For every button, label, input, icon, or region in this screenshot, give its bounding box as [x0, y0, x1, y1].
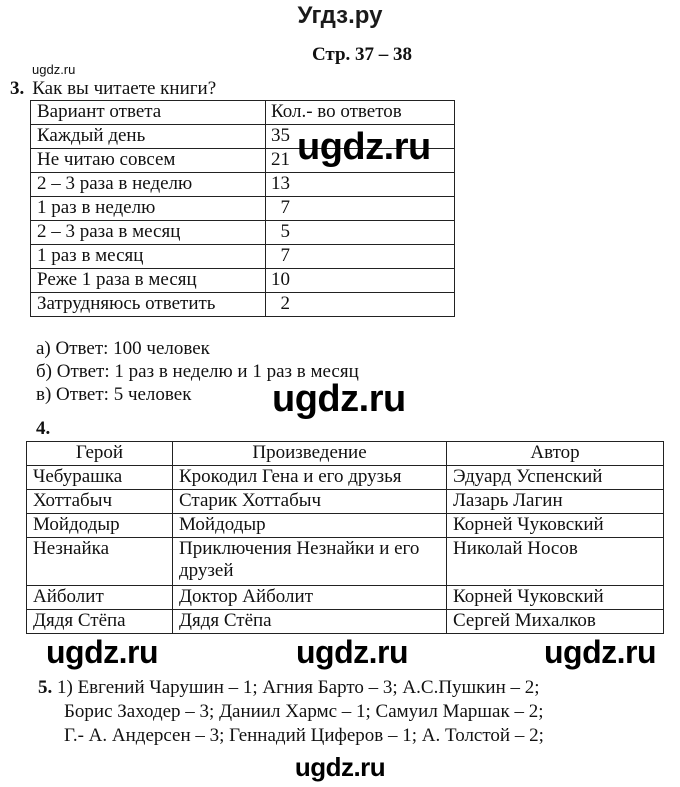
- answer-b: б) Ответ: 1 раз в неделю и 1 раз в месяц: [36, 361, 359, 382]
- task-5-line-1-text: 1) Евгений Чарушин – 1; Агния Барто – 3; А.С.Пушкин – 2;: [52, 677, 540, 698]
- option-cell: Реже 1 раза в месяц: [31, 269, 266, 293]
- work-cell: Доктор Айболит: [173, 586, 447, 610]
- table-row: [31, 293, 455, 317]
- table-row: [27, 490, 664, 514]
- count-cell: 35: [266, 125, 455, 149]
- column-header-option: Вариант ответа: [31, 101, 266, 125]
- watermark-left: ugdz.ru: [46, 634, 159, 670]
- table-row: [27, 514, 664, 538]
- task-3-question: Как вы читаете книги?: [32, 78, 217, 99]
- author-cell: Эдуард Успенский: [447, 466, 664, 490]
- author-cell: Корней Чуковский: [447, 514, 664, 538]
- task-5-line-3: Г.- А. Андерсен – 3; Геннадий Циферов – 1; А. Толстой – 2;: [64, 725, 544, 746]
- hero-cell: Чебурашка: [27, 466, 173, 490]
- work-cell: Крокодил Гена и его друзья: [173, 466, 447, 490]
- task-5-line-1: [38, 676, 544, 700]
- count-cell: 13: [266, 173, 455, 197]
- table-row: [31, 269, 455, 293]
- work-cell: Мойдодыр: [173, 514, 447, 538]
- watermark-footer: ugdz.ru: [294, 752, 386, 782]
- watermark-small: ugdz.ru: [32, 62, 76, 77]
- answer-c: в) Ответ: 5 человек: [36, 384, 192, 405]
- count-cell: 10: [266, 269, 455, 293]
- option-cell: 1 раз в неделю: [31, 197, 266, 221]
- task-3-number: 3.: [10, 78, 25, 99]
- column-header-author: Автор: [447, 442, 664, 466]
- table-row: [31, 221, 455, 245]
- count-cell: 7: [266, 197, 455, 221]
- page-reference: Стр. 37 – 38: [311, 44, 413, 65]
- heroes-table: [26, 441, 664, 634]
- task-5-number: 5.: [38, 677, 53, 698]
- watermark-overlay: ugdz.ru: [297, 126, 431, 168]
- table-row: [27, 466, 664, 490]
- work-cell: Старик Хоттабыч: [173, 490, 447, 514]
- table-row: [27, 586, 664, 610]
- count-cell: 2: [266, 293, 455, 317]
- count-cell: 7: [266, 245, 455, 269]
- author-cell: Николай Носов: [447, 538, 664, 586]
- count-cell: 21: [266, 149, 455, 173]
- column-header-work: Произведение: [173, 442, 447, 466]
- table-row: [31, 197, 455, 221]
- watermark-right: ugdz.ru: [544, 634, 657, 670]
- author-cell: Лазарь Лагин: [447, 490, 664, 514]
- watermark-center: ugdz.ru: [296, 634, 409, 670]
- task-3-heading: [10, 78, 216, 100]
- author-cell: Корней Чуковский: [447, 586, 664, 610]
- count-cell: 5: [266, 221, 455, 245]
- author-cell: Сергей Михалков: [447, 610, 664, 634]
- hero-cell: Незнайка: [27, 538, 173, 586]
- option-cell: 2 – 3 раза в неделю: [31, 173, 266, 197]
- task-5-answer: [38, 676, 544, 748]
- column-header-hero: Герой: [27, 442, 173, 466]
- option-cell: 1 раз в месяц: [31, 245, 266, 269]
- option-cell: Каждый день: [31, 125, 266, 149]
- task-5-line-2: Борис Заходер – 3; Даниил Хармс – 1; Самуил Маршак – 2;: [64, 701, 544, 722]
- option-cell: 2 – 3 раза в месяц: [31, 221, 266, 245]
- site-title: Угдз.ру: [297, 2, 383, 29]
- table-row: [31, 173, 455, 197]
- hero-cell: Мойдодыр: [27, 514, 173, 538]
- watermark-overlay: ugdz.ru: [272, 378, 406, 420]
- option-cell: Не читаю совсем: [31, 149, 266, 173]
- answer-a: а) Ответ: 100 человек: [36, 338, 210, 359]
- table-header-row: [31, 101, 455, 125]
- task-4-number: 4.: [36, 418, 51, 439]
- table-row: [27, 610, 664, 634]
- column-header-count: Кол.- во ответов: [266, 101, 455, 125]
- table-row: [27, 538, 664, 586]
- hero-cell: Хоттабыч: [27, 490, 173, 514]
- work-cell: Дядя Стёпа: [173, 610, 447, 634]
- hero-cell: Айболит: [27, 586, 173, 610]
- option-cell: Затрудняюсь ответить: [31, 293, 266, 317]
- work-cell: Приключения Незнайки и его друзей: [173, 538, 447, 586]
- table-row: [31, 245, 455, 269]
- table-header-row: [27, 442, 664, 466]
- hero-cell: Дядя Стёпа: [27, 610, 173, 634]
